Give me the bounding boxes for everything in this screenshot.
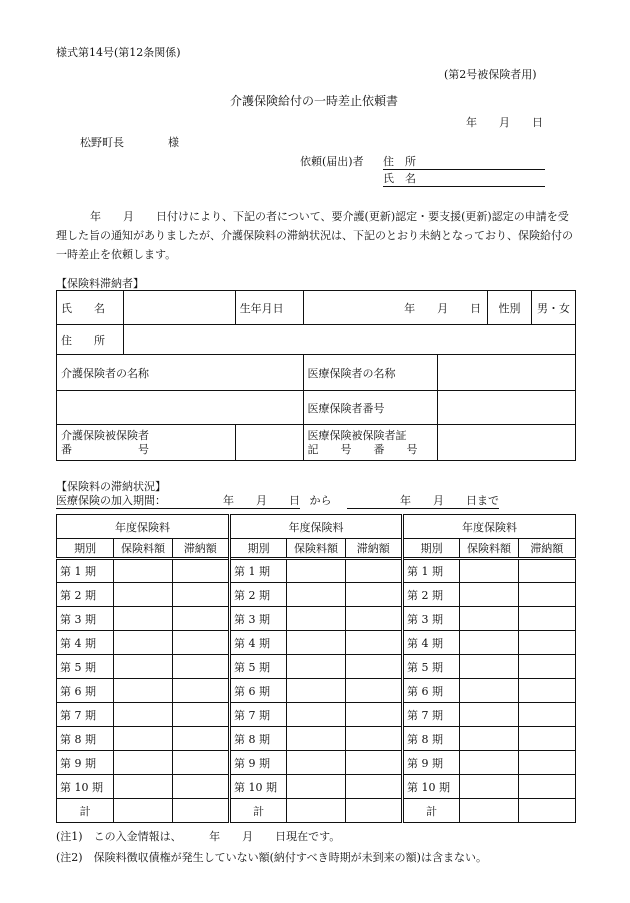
premium-amount-cell[interactable] [114, 775, 172, 799]
premium-amount-cell[interactable] [460, 703, 518, 727]
name-label: 氏 名 [57, 291, 124, 325]
sex-label: 性別 [488, 291, 532, 325]
arrears-amount-cell[interactable] [518, 679, 575, 703]
arrears-amount-cell[interactable] [518, 559, 575, 583]
medical-card-label: 医療保険被保険者証 記 号 番 号 [303, 425, 438, 461]
premium-amount-cell[interactable] [287, 583, 345, 607]
arrears-amount-cell[interactable] [345, 607, 402, 631]
medical-insurer-name-field[interactable] [438, 355, 576, 391]
arrears-amount-cell[interactable] [518, 703, 575, 727]
arrears-amount-cell[interactable] [172, 751, 229, 775]
col-period-header: 期別 [57, 539, 114, 559]
premium-amount-cell[interactable] [114, 703, 172, 727]
premium-amount-cell[interactable] [460, 631, 518, 655]
insurer-name-value[interactable] [57, 391, 304, 425]
arrears-amount-cell[interactable] [518, 775, 575, 799]
period-label: 第 1 期 [229, 559, 286, 583]
section-heading-delinquent: 【保険料滞納者】 [56, 277, 144, 290]
period-label: 第 9 期 [57, 751, 114, 775]
arrears-amount-cell[interactable] [345, 655, 402, 679]
premium-total-cell[interactable] [287, 799, 345, 823]
delinquent-info-table [56, 290, 576, 461]
arrears-amount-cell[interactable] [172, 631, 229, 655]
premium-amount-cell[interactable] [460, 751, 518, 775]
fiscal-year-header: 年度保険料 [229, 515, 402, 539]
period-label: 第 8 期 [402, 727, 459, 751]
premium-amount-cell[interactable] [114, 727, 172, 751]
requester-address-field[interactable]: 住 所 [383, 153, 545, 170]
col-period-header: 期別 [402, 539, 459, 559]
period-label: 第 5 期 [57, 655, 114, 679]
period-label: 第 2 期 [229, 583, 286, 607]
enrollment-period: 医療保険の加入期間： 年 月 日 から 年 月 日まで [56, 494, 499, 507]
body-paragraph: 年 月 日付けにより、下記の者について、要介護(更新)認定・要支援(更新)認定の申請を受理した旨の通知がありましたが、介護保険料の滞納状況は、下記のとおり未納となっており、保険給付の一時差止を依頼します。 [56, 210, 573, 261]
sex-field[interactable]: 男・女 [532, 291, 576, 325]
arrears-amount-cell[interactable] [172, 775, 229, 799]
requester-name-field[interactable]: 氏 名 [383, 170, 545, 187]
col-arrears-header: 滞納額 [172, 539, 229, 559]
note-2: (注2) 保険料徴収債権が発生していない額(納付すべき時期が未到来の額)は含まない。 [56, 851, 487, 864]
arrears-amount-cell[interactable] [518, 751, 575, 775]
arrears-amount-cell[interactable] [172, 583, 229, 607]
premium-amount-cell[interactable] [114, 679, 172, 703]
arrears-amount-cell[interactable] [172, 559, 229, 583]
arrears-amount-cell[interactable] [172, 655, 229, 679]
period-label: 第 2 期 [402, 583, 459, 607]
total-label: 計 [229, 799, 286, 823]
col-amount-header: 保険料額 [114, 539, 172, 559]
period-label: 第 5 期 [229, 655, 286, 679]
arrears-amount-cell[interactable] [172, 679, 229, 703]
premium-amount-cell[interactable] [460, 679, 518, 703]
premium-amount-cell[interactable] [287, 679, 345, 703]
premium-amount-cell[interactable] [287, 655, 345, 679]
insurer-name-field[interactable] [235, 355, 303, 391]
form-number: 様式第14号(第12条関係) [56, 46, 181, 59]
section-heading-arrears: 【保険料の滞納状況】 [56, 480, 166, 493]
period-label: 第 6 期 [57, 679, 114, 703]
premium-amount-cell[interactable] [287, 607, 345, 631]
period-label: 第 3 期 [229, 607, 286, 631]
arrears-total-cell[interactable] [518, 799, 575, 823]
period-label: 第 4 期 [229, 631, 286, 655]
insurer-name-label: 介護保険者の名称 [57, 355, 236, 391]
period-label: 第 4 期 [57, 631, 114, 655]
premium-amount-cell[interactable] [460, 727, 518, 751]
col-period-header: 期別 [229, 539, 286, 559]
period-label: 第 10 期 [402, 775, 459, 799]
premium-arrears-table [56, 514, 576, 823]
premium-amount-cell[interactable] [287, 727, 345, 751]
medical-insurer-no-field[interactable] [438, 391, 576, 425]
period-label: 第 4 期 [402, 631, 459, 655]
arrears-amount-cell[interactable] [345, 703, 402, 727]
arrears-amount-cell[interactable] [518, 607, 575, 631]
addressee: 松野町長 様 [80, 136, 179, 149]
medical-card-field[interactable] [438, 425, 576, 461]
premium-amount-cell[interactable] [114, 559, 172, 583]
col-amount-header: 保険料額 [287, 539, 345, 559]
premium-amount-cell[interactable] [114, 631, 172, 655]
period-label: 第 3 期 [402, 607, 459, 631]
birth-field[interactable]: 年 月 日 [303, 291, 488, 325]
premium-amount-cell[interactable] [287, 559, 345, 583]
insured-no-field[interactable] [235, 425, 303, 461]
premium-total-cell[interactable] [460, 799, 518, 823]
premium-amount-cell[interactable] [114, 607, 172, 631]
insured-type-label: (第2号被保険者用) [444, 68, 537, 81]
period-label: 第 8 期 [57, 727, 114, 751]
document-date: 年 月 日 [466, 116, 543, 129]
arrears-amount-cell[interactable] [518, 583, 575, 607]
arrears-amount-cell[interactable] [345, 775, 402, 799]
note-1: (注1) この入金情報は、 年 月 日現在です。 [56, 830, 341, 843]
insured-no-label: 介護保険被保険者 番 号 [57, 425, 236, 461]
premium-amount-cell[interactable] [460, 583, 518, 607]
arrears-amount-cell[interactable] [345, 751, 402, 775]
period-label: 第 1 期 [57, 559, 114, 583]
period-label: 第 5 期 [402, 655, 459, 679]
medical-insurer-name-label: 医療保険者の名称 [303, 355, 438, 391]
period-label: 第 3 期 [57, 607, 114, 631]
document-title: 介護保険給付の一時差止依頼書 [230, 94, 399, 108]
arrears-amount-cell[interactable] [172, 727, 229, 751]
period-label: 第 9 期 [229, 751, 286, 775]
premium-amount-cell[interactable] [114, 655, 172, 679]
period-label: 第 1 期 [402, 559, 459, 583]
period-label: 第 10 期 [57, 775, 114, 799]
premium-total-cell[interactable] [114, 799, 172, 823]
premium-amount-cell[interactable] [287, 703, 345, 727]
period-label: 第 8 期 [229, 727, 286, 751]
premium-amount-cell[interactable] [287, 631, 345, 655]
premium-amount-cell[interactable] [114, 751, 172, 775]
premium-amount-cell[interactable] [460, 559, 518, 583]
period-label: 第 7 期 [229, 703, 286, 727]
period-label: 第 2 期 [57, 583, 114, 607]
col-arrears-header: 滞納額 [518, 539, 575, 559]
fiscal-year-header: 年度保険料 [402, 515, 575, 539]
birth-label: 生年月日 [235, 291, 303, 325]
premium-amount-cell[interactable] [460, 655, 518, 679]
arrears-total-cell[interactable] [345, 799, 402, 823]
arrears-amount-cell[interactable] [518, 727, 575, 751]
period-label: 第 7 期 [57, 703, 114, 727]
address-label: 住 所 [57, 325, 124, 355]
period-label: 第 10 期 [229, 775, 286, 799]
col-amount-header: 保険料額 [460, 539, 518, 559]
period-label: 第 6 期 [402, 679, 459, 703]
arrears-total-cell[interactable] [172, 799, 229, 823]
arrears-amount-cell[interactable] [345, 631, 402, 655]
arrears-amount-cell[interactable] [518, 655, 575, 679]
total-label: 計 [57, 799, 114, 823]
arrears-amount-cell[interactable] [172, 607, 229, 631]
premium-amount-cell[interactable] [460, 607, 518, 631]
premium-amount-cell[interactable] [287, 751, 345, 775]
period-label: 第 7 期 [402, 703, 459, 727]
fiscal-year-header: 年度保険料 [57, 515, 230, 539]
premium-amount-cell[interactable] [287, 775, 345, 799]
name-field[interactable] [123, 291, 235, 325]
address-field[interactable] [123, 325, 575, 355]
period-label: 第 6 期 [229, 679, 286, 703]
arrears-amount-cell[interactable] [345, 583, 402, 607]
enrollment-from-field[interactable]: 年 月 日 [166, 492, 300, 509]
period-label: 第 9 期 [402, 751, 459, 775]
arrears-amount-cell[interactable] [518, 631, 575, 655]
medical-insurer-no-label: 医療保険者番号 [303, 391, 438, 425]
enrollment-to-field[interactable]: 年 月 日まで [347, 492, 499, 509]
arrears-amount-cell[interactable] [345, 727, 402, 751]
arrears-amount-cell[interactable] [345, 679, 402, 703]
col-arrears-header: 滞納額 [345, 539, 402, 559]
premium-amount-cell[interactable] [114, 583, 172, 607]
requester-label: 依頼(届出)者 [300, 155, 364, 168]
arrears-amount-cell[interactable] [345, 559, 402, 583]
arrears-amount-cell[interactable] [172, 703, 229, 727]
total-label: 計 [402, 799, 459, 823]
premium-amount-cell[interactable] [460, 775, 518, 799]
